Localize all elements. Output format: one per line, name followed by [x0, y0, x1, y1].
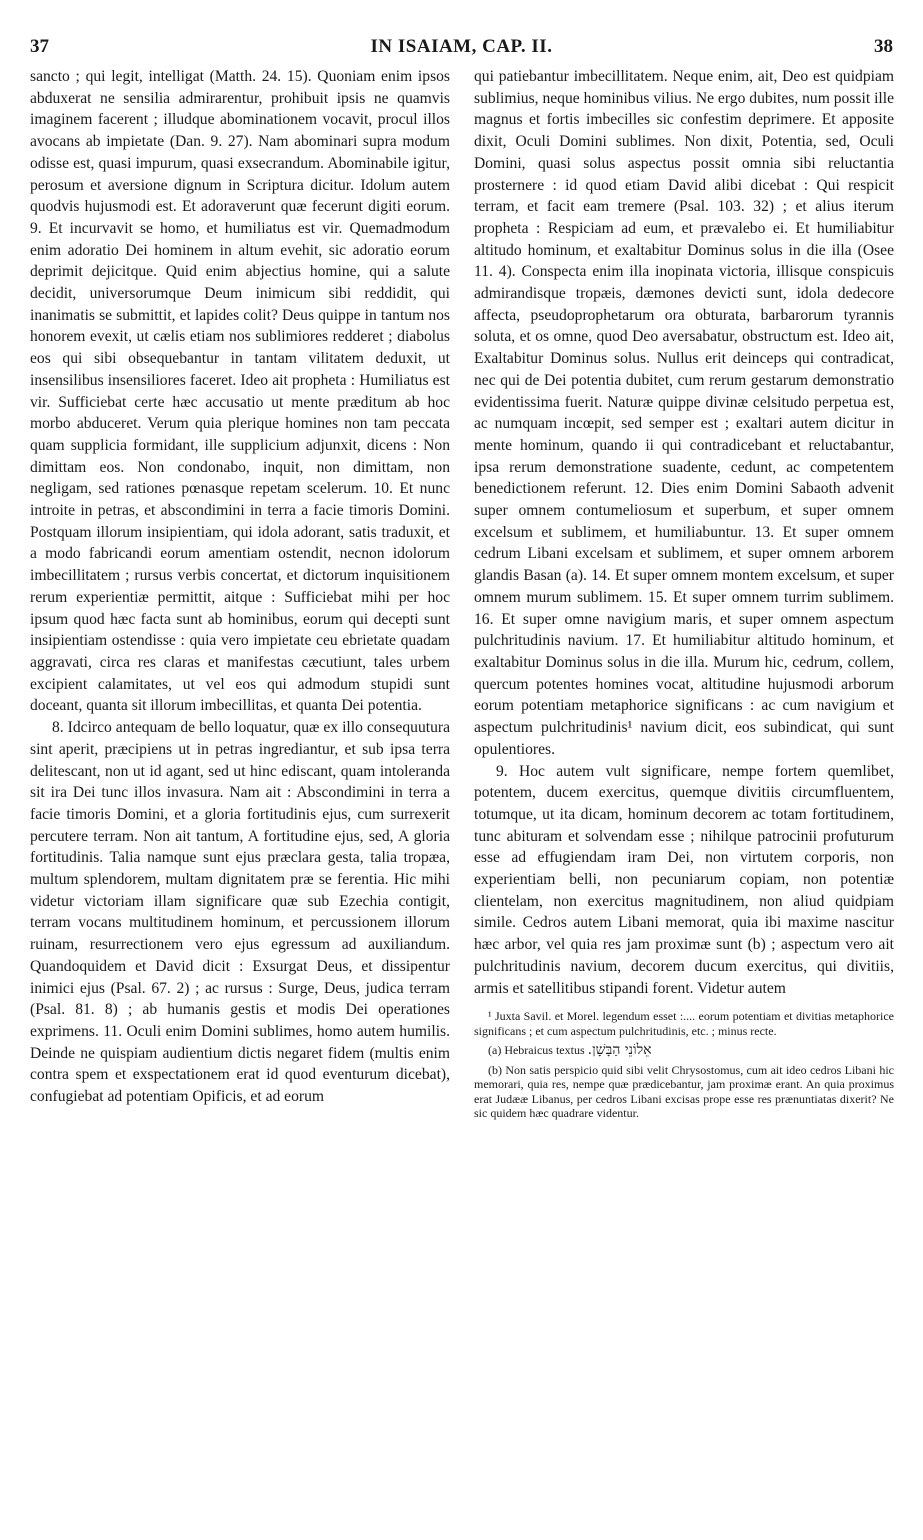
- footnote-b: (b) Non satis perspicio quid sibi velit Chrysostomus, cum ait ideo cedros Libani hic memorari, quia res, nempe quæ prædicebantur, jam proximæ erant. An quia proximus erat Judææ Libanus, per cedros Libani excisas prope esse res prænuntiatas dixerit? Ne sic quidem hæc quadrare videntur.: [474, 1062, 894, 1121]
- running-title: IN ISAIAM, CAP. II.: [370, 36, 553, 57]
- left-column: [30, 66, 450, 1108]
- right-paragraph-1: qui patiebantur imbecillitatem. Neque enim, ait, Deo est quidpiam sublimius, neque hominibus vilius. Ne ergo dubites, num possit ille magnus et fortis imbecilles sic confestim deprimere. Et apposite dixit, Oculi Domini sublimes. Non dixit, Potentia, sed, Oculi Domini, quasi solus aspectus possit omnia sibi reluctantia prosternere : id quod etiam David alibi dicebat : Qui respicit terram, et facit eam tremere (Psal. 103. 32) ; et alius iterum propheta : Respiciam ad eum, et prævalebo ei. Et humiliabitur altitudo hominum, et exaltabitur Dominus solus in die illa (Osee 11. 4). Conspecta enim illa inopinata victoria, illisque conspicuis admirandisque tropæis, dæmones devicti sunt, idola dedecore affecta, pseudoprophetarum ora obturata, barbarorum tyrannis soluta, et os omne, quod Deo aversabatur, obstructum est. Ideo ait, Exaltabitur Dominus solus. Nullus erit deinceps qui contradicat, nec qui de Dei potentia dubitet, cum rerum gestarum demonstratio evidentissima fuerit. Naturæ quippe divinæ celsitudo perpetua est, ac numquam incœpit, sed semper est ; exaltari autem dicitur in mente hominum, quando ii qui contradicebant et reluctabantur, ipsa rerum demonstratione suadente, cedunt, ac competentem benedictionem referunt. 12. Dies enim Domini Sabaoth advenit super omnem contumeliosum et superbum, et super omnem excelsum et sublimem, et humiliabuntur. 13. Et super omnem cedrum Libani excelsam et sublimem, et super omnem arborem glandis Basan (a). 14. Et super omnem montem excelsum, et super omnem murum sublimem. 15. Et super omnem turrim sublimem. 16. Et super omne navigium maris, et super omnem aspectum pulchritudinis navium. 17. Et humiliabitur altitudo hominum, et exaltabitur Dominus solus in die illa. Murum hic, cedrum, collem, quercum potentes homines vocat, altitudine hujusmodi arborum eorum potentiam metaphorice significans : ac cum navigium et aspectum pulchritudinis¹ navium dicit, eos subindicat, qui sunt opulentiores.: [474, 68, 894, 758]
- footnotes: [474, 1009, 894, 1121]
- page-number-right: 38: [874, 36, 893, 57]
- left-paragraph-1: sancto ; qui legit, intelligat (Matth. 24. 15). Quoniam enim ipsos abduxerat ne sensilia admirarentur, prohibuit ipsis ne quamvis imaginem facerent ; illudque abominationem vocavit, procul illos avocans ab impietate (Dan. 9. 27). Nam abominari supra modum odisse est, quasi impurum, quasi exsecrandum. Abominabile igitur, perosum et aversione dignum in Scriptura dicitur. Idolum autem quodvis hujusmodi est. Et adoraverunt quæ fecerunt digiti eorum. 9. Et incurvavit se homo, et humiliatus est vir. Quemadmodum enim adoratio Dei hominem in altum evehit, sic adoratio eorum deprimit dejicitque. Quid enim abjectius homine, qui a salute decidit, universorumque Deum inimicum sibi reddidit, qui inanimatis se submittit, et lapides colit? Deus quippe in tantum nos honorem evexit, ut cælis etiam nos sublimiores redderet ; diabolus eos qui sibi obsequebantur in tantam vilitatem deduxit, ut insensilibus insensiliores faceret. Ideo ait propheta : Humiliatus est vir. Sufficiebat certe hæc accusatio ut mente præditum ab hoc morbo abduceret. Verum quia plerique homines non tam peccata quam supplicia formidant, ille supplicium adjunxit, dicens : Non dimittam eos. Non condonabo, inquit, non dimittam, non negligam, sed rationes pœnasque repetam scelerum. 10. Et nunc introite in petras, et abscondimini in terra a facie timoris Domini. Postquam illorum insipientiam, qui idola adorant, satis traduxit, et a modo fabricandi eorum amentiam ostendit, necnon idolorum imbecillitatem ; rursus verbis concertat, et dictorum inquisitionem rerum experientiæ permittit, aitque : Sufficiebat mihi per hoc ipsum quod hæc facta sunt ab hominibus, eorum qui decepti sunt insipientiam ostendisse : quia vero impietate ceu ebrietate quadam aggravati, circa res claras et manifestas cæcutiunt, tales urbem excipient calamitates, ut vel eos qui admodum stupidi sunt doceant, quanta sit illorum imbecillitas, et quanta Dei potentia.: [30, 68, 450, 715]
- left-paragraph-2: 8. Idcirco antequam de bello loquatur, quæ ex illo consequutura sint aperit, præcipiens ut in petras ingrediantur, et sub ipsa terra delitescant, non ut id agant, sed ut hinc ediscant, quam intoleranda sit ira Dei tunc illos invasura. Nam ait : Abscondimini in terra a facie timoris Domini, et a gloria fortitudinis ejus, cum surrexerit percutere terram. Non ait tantum, A fortitudine ejus, sed, A gloria fortitudinis. Talia namque sunt ejus præclara gesta, talia tropæa, multum splendorem, multam dignitatem præ se ferentia. Hic mihi videtur victoriam illam significare quæ sub Ezechia contigit, terram vocans multitudinem hominum, et percussionem illorum ruinam, resurrectionem vero ejus egressum ad auxiliandum. Quandoquidem et David dicit : Exsurgat Deus, et dissipentur inimici ejus (Psal. 67. 2) ; ac rursus : Surge, Deus, judica terram (Psal. 81. 8) ; ab humanis gestis et modis Dei operationes exprimens. 11. Oculi enim Domini sublimes, homo autem humilis. Deinde ne quispiam audientium dictis negaret fidem (multis enim contra spem et exspectationem erat id quod eventurum dicebat), confugiebat ad potentiam Opificis, et ad eorum: [30, 719, 450, 1106]
- footnote-a-hebrew: אֵלוֹנֵי הַבָּשָׁן.: [587, 1042, 652, 1059]
- running-header: [30, 36, 893, 60]
- right-paragraph-2: 9. Hoc autem vult significare, nempe fortem quemlibet, potentem, ducem exercitus, quemque divitiis circumfluentem, totumque, ut ita dicam, hominum decorem ac totam fortitudinem, tunc abituram et solvendam esse ; nihilque patrocinii profuturum esse ad effugiendam iram Dei, non virtutem corporis, non experientiam belli, non pecuniarum copiam, non potentiæ clientelam, non exercitus magnitudinem, non aliud quidpiam simile. Cedros autem Libani memorat, quia ibi maxime nascitur hæc arbor, vel quia res jam proximæ sunt (b) ; aspectum vero ait pulchritudinis navium, decorem ducum exercitus, qui divitiis, armis et satellitibus stipandi forent. Videtur autem: [474, 762, 894, 997]
- footnote-a: [474, 1043, 894, 1058]
- page-number-left: 37: [30, 36, 49, 57]
- footnote-a-text: (a) Hebraicus textus: [488, 1043, 585, 1058]
- footnote-1: ¹ Juxta Savil. et Morel. legendum esset :.... eorum potentiam et divitias metaphorice significans ; et cum aspectum pulchritudinis, etc. ; minus recte.: [474, 1009, 894, 1038]
- right-column: [474, 66, 894, 1126]
